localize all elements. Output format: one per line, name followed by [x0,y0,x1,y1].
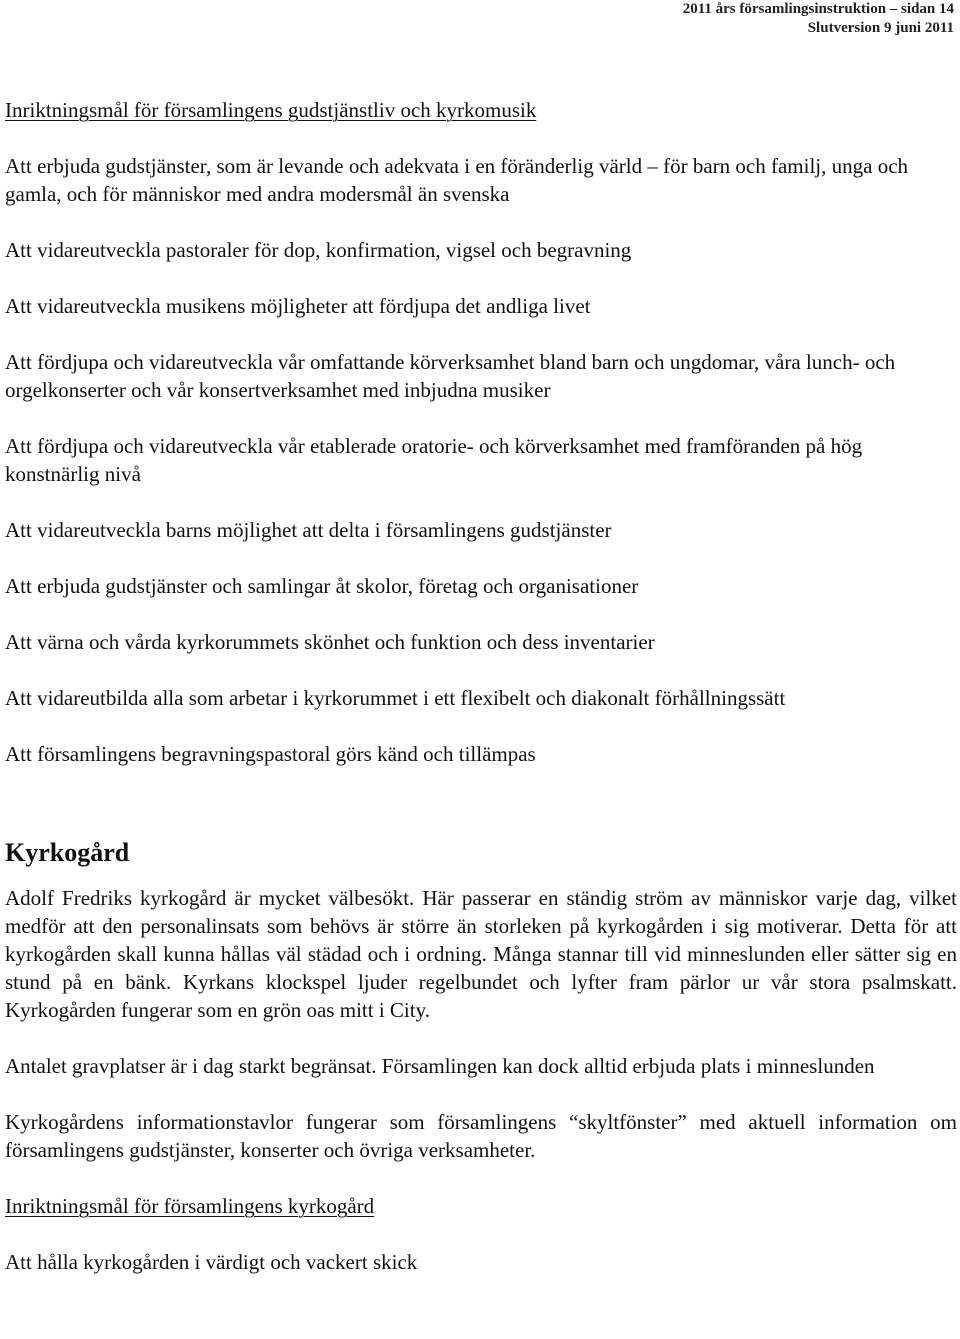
document-body [5,96,957,1304]
kyrkogard-paragraph: Antalet gravplatser är i dag starkt begränsat. Församlingen kan dock alltid erbjuda plats i minneslunden [5,1054,875,1078]
goal-item: Att vidareutveckla pastoraler för dop, konfirmation, vigsel och begravning [5,238,632,262]
goal-item: Att vidareutbilda alla som arbetar i kyrkorummet i ett flexibelt och diakonalt förhållningssätt [5,686,786,710]
goal-item: Att fördjupa och vidareutveckla vår omfattande körverksamhet bland barn och ungdomar, våra lunch- och orgelkonserter och vår konsertverksamhet med inbjudna musiker [5,350,896,402]
goal-item: Att hålla kyrkogården i värdigt och vackert skick [5,1250,418,1274]
kyrkogard-paragraph: Adolf Fredriks kyrkogård är mycket välbesökt. Här passerar en ständig ström av människor varje dag, vilket medför att den personalinsats som behövs är större än storleken på kyrkogården i sig motiverar. Detta för att kyrkogården skall kunna hållas väl städad och i ordning. Många stannar till vid minneslunden eller sätter sig en stund på en bänk. Kyrkans klockspel ljuder regelbundet och lyfter fram pärlor ur vår stora psalmskatt. Kyrkogården fungerar som en grön oas mitt i City. [5,886,957,1022]
section-title-kyrkogard-goals: Inriktningsmål för församlingens kyrkogård [5,1194,375,1218]
header-line-2: Slutversion 9 juni 2011 [807,20,954,36]
goal-item: Att värna och vårda kyrkorummets skönhet och funktion och dess inventarier [5,630,655,654]
header-line-1: 2011 års församlingsinstruktion – sidan 14 [682,1,954,17]
kyrkogard-paragraph: Kyrkogårdens informationstavlor fungerar som församlingens “skyltfönster” med aktuell information om församlingens gudstjänster, konserter och övriga verksamheter. [5,1110,957,1162]
goal-item: Att erbjuda gudstjänster, som är levande och adekvata i en föränderlig värld – för barn och familj, unga och gamla, och för människor med andra modersmål än svenska [5,154,909,206]
goal-item: Att fördjupa och vidareutveckla vår etablerade oratorie- och körverksamhet med framföranden på hög konstnärlig nivå [5,434,863,486]
section-heading-kyrkogard: Kyrkogård [5,838,130,867]
goal-item: Att vidareutveckla musikens möjligheter att fördjupa det andliga livet [5,294,591,318]
goal-item: Att vidareutveckla barns möjlighet att delta i församlingens gudstjänster [5,518,612,542]
goal-item: Att församlingens begravningspastoral görs känd och tillämpas [5,742,536,766]
page-header [683,0,954,38]
goal-item: Att erbjuda gudstjänster och samlingar åt skolor, företag och organisationer [5,574,639,598]
section-title-worship: Inriktningsmål för församlingens gudstjänstliv och kyrkomusik [5,98,537,122]
